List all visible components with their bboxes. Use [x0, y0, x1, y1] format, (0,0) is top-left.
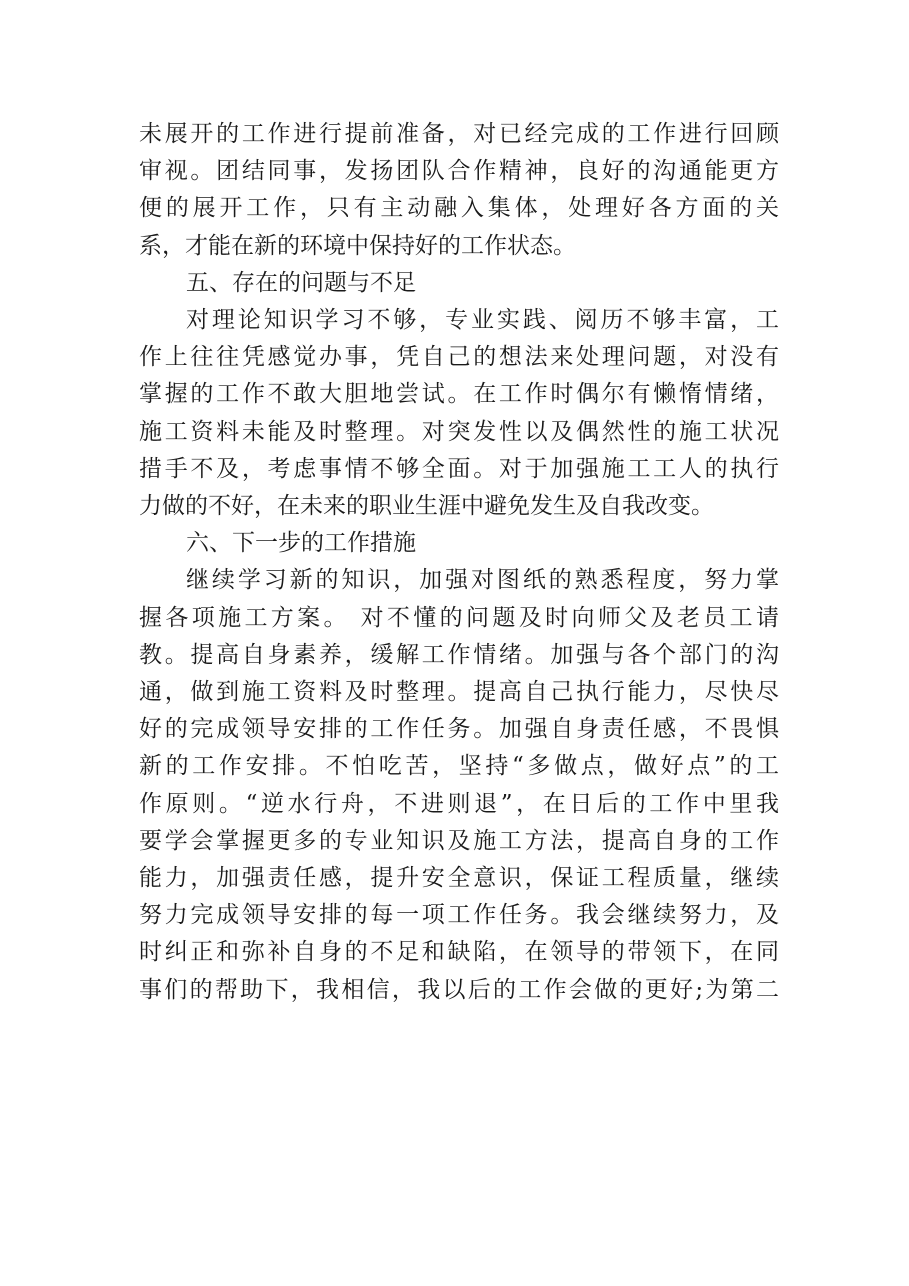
paragraph-line: 掌握的工作不敢大胆地尝试。在工作时偶尔有懒惰情绪， — [139, 381, 779, 407]
paragraph-line: 新的工作安排。不怕吃苦，坚持“多做点，做好点”的工 — [139, 753, 779, 779]
paragraph-line: 要学会掌握更多的专业知识及施工方法，提高自身的工作 — [139, 828, 779, 854]
paragraph-line: 事们的帮助下，我相信，我以后的工作会做的更好;为第二 — [139, 977, 779, 1003]
paragraph-line: 作原则。“逆水行舟，不进则退”，在日后的工作中里我 — [139, 791, 779, 817]
paragraph-line: 握各项施工方案。 对不懂的问题及时向师父及老员工请 — [139, 605, 779, 631]
paragraph-line: 措手不及，考虑事情不够全面。对于加强施工工人的执行 — [139, 456, 779, 482]
paragraph-line: 系，才能在新的环境中保持好的工作状态。 — [139, 233, 576, 259]
section-heading: 五、存在的问题与不足 — [186, 270, 416, 296]
paragraph-line: 能力，加强责任感，提升安全意识，保证工程质量，继续 — [139, 865, 779, 891]
paragraph-line: 便的展开工作，只有主动融入集体，处理好各方面的关 — [139, 195, 779, 221]
paragraph-line: 努力完成领导安排的每一项工作任务。我会继续努力，及 — [139, 902, 779, 928]
section-heading: 六、下一步的工作措施 — [186, 530, 416, 556]
paragraph-line: 审视。团结同事，发扬团队合作精神，良好的沟通能更方 — [139, 158, 779, 184]
paragraph-line: 教。提高自身素养，缓解工作情绪。加强与各个部门的沟 — [139, 642, 779, 668]
paragraph-line: 好的完成领导安排的工作任务。加强自身责任感，不畏惧 — [139, 716, 779, 742]
paragraph-line: 继续学习新的知识，加强对图纸的熟悉程度，努力掌 — [186, 567, 779, 593]
paragraph-line: 力做的不好，在未来的职业生涯中避免发生及自我改变。 — [139, 493, 714, 519]
paragraph-line: 时纠正和弥补自身的不足和缺陷，在领导的带领下，在同 — [139, 939, 779, 965]
paragraph-line: 对理论知识学习不够，专业实践、阅历不够丰富，工 — [186, 307, 779, 333]
paragraph-line: 未展开的工作进行提前准备，对已经完成的工作进行回顾 — [139, 121, 779, 147]
paragraph-line: 施工资料未能及时整理。对突发性以及偶然性的施工状况 — [139, 419, 779, 445]
paragraph-line: 作上往往凭感觉办事，凭自己的想法来处理问题，对没有 — [139, 344, 779, 370]
paragraph-line: 通，做到施工资料及时整理。提高自己执行能力，尽快尽 — [139, 679, 779, 705]
